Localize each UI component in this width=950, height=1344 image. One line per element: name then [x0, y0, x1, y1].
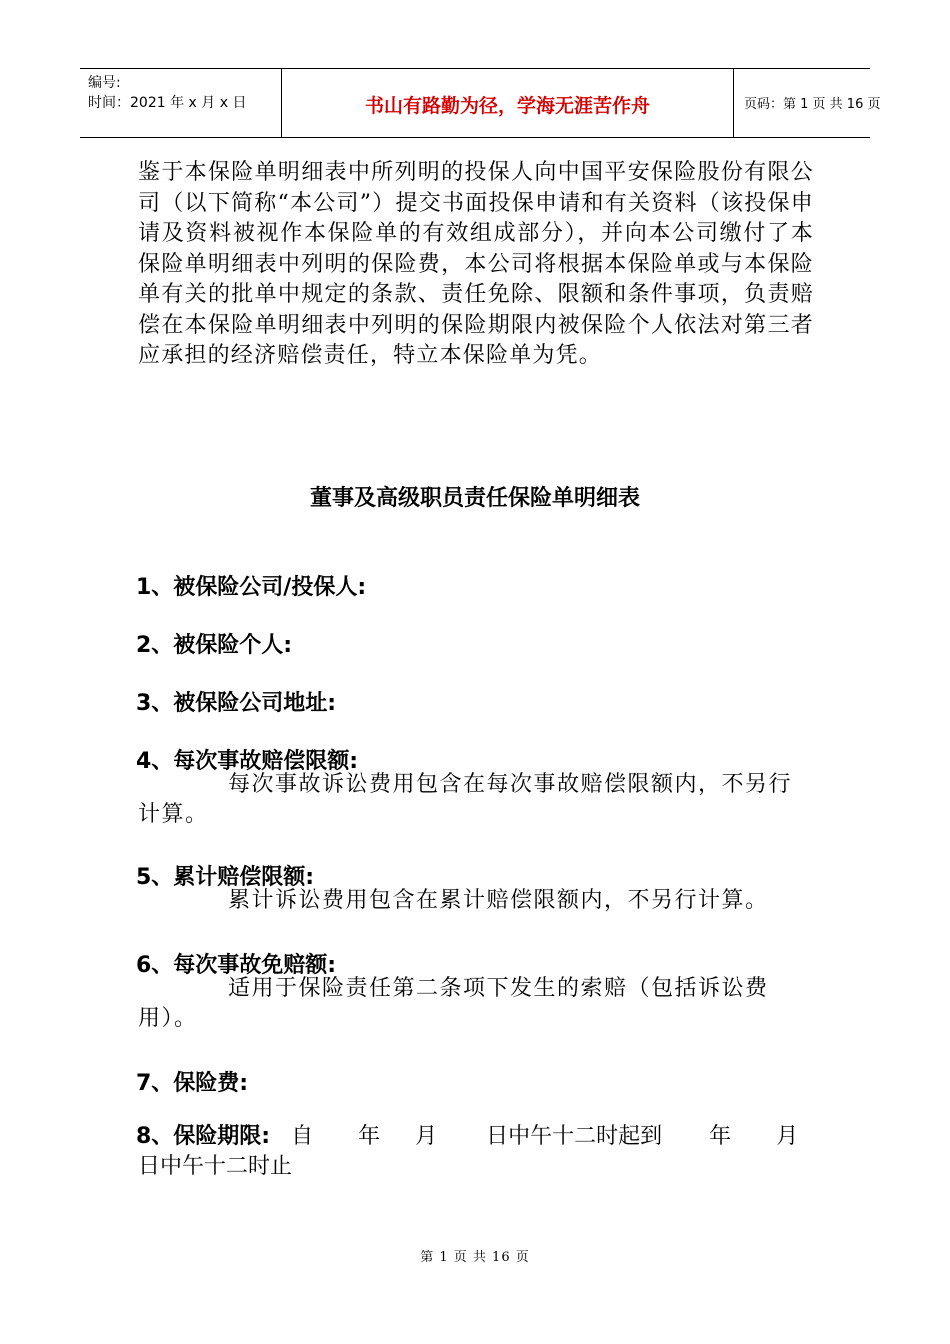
item-8-period [136, 1122, 816, 1179]
period-from: 自 [291, 1124, 314, 1149]
header-table [80, 68, 881, 138]
item-2: 2、被保险个人: [136, 633, 293, 658]
time-label: 时间：2021 年 x 月 x 日 [88, 95, 247, 111]
item-4-note: 每次事故诉讼费用包含在每次事故赔偿限额内，不另行计算。 [138, 772, 793, 827]
item-5: 5、累计赔偿限额: [136, 865, 315, 890]
period-year-2: 年 [709, 1124, 732, 1149]
header-motto-cell [282, 69, 734, 137]
item-4: 4、每次事故赔偿限额: [136, 749, 359, 774]
intro-paragraph: 鉴于本保险单明细表中所列明的投保人向中国平安保险股份有限公司（以下简称“本公司”）提交书面投保申请和有关资料（该投保申请及资料被视作本保险单的有效组成部分），并向本公司缴付了本保险单明细表中列明的保险费，本公司将根据本保险单或与本保险单有关的批单中规定的条款、责任免除、限额和条件事项，负责赔偿在本保险单明细表中列明的保险期限内被保险个人依法对第三者应承担的经济赔偿责任，特立本保险单为凭。 [138, 160, 814, 368]
period-year-1: 年 [358, 1124, 381, 1149]
period-label: 8、保险期限: [136, 1124, 271, 1149]
motto-text: 书山有路勤为径，学海无涯苦作舟 [364, 95, 650, 117]
item-6-note: 适用于保险责任第二条项下发生的索赔（包括诉讼费用）。 [138, 976, 769, 1031]
document-title: 董事及高级职员责任保险单明细表 [309, 486, 640, 511]
period-month-2: 月 [776, 1124, 799, 1149]
period-month-1: 月 [415, 1124, 438, 1149]
item-1: 1、被保险公司/投保人: [136, 575, 367, 600]
item-7: 7、保险费: [136, 1071, 249, 1096]
item-6: 6、每次事故免赔额: [136, 953, 337, 978]
period-end: 日中午十二时止 [138, 1154, 293, 1179]
item-5-note: 累计诉讼费用包含在累计赔偿限额内，不另行计算。 [228, 888, 769, 913]
period-day-1: 日中午十二时起到 [486, 1124, 663, 1149]
header-left-cell [80, 69, 282, 137]
header-page-info: 页码：第 1 页 共 16 页 [744, 97, 881, 112]
item-3: 3、被保险公司地址: [136, 691, 337, 716]
page-footer: 第 1 页 共 16 页 [420, 1250, 530, 1265]
number-label: 编号: [88, 75, 121, 91]
